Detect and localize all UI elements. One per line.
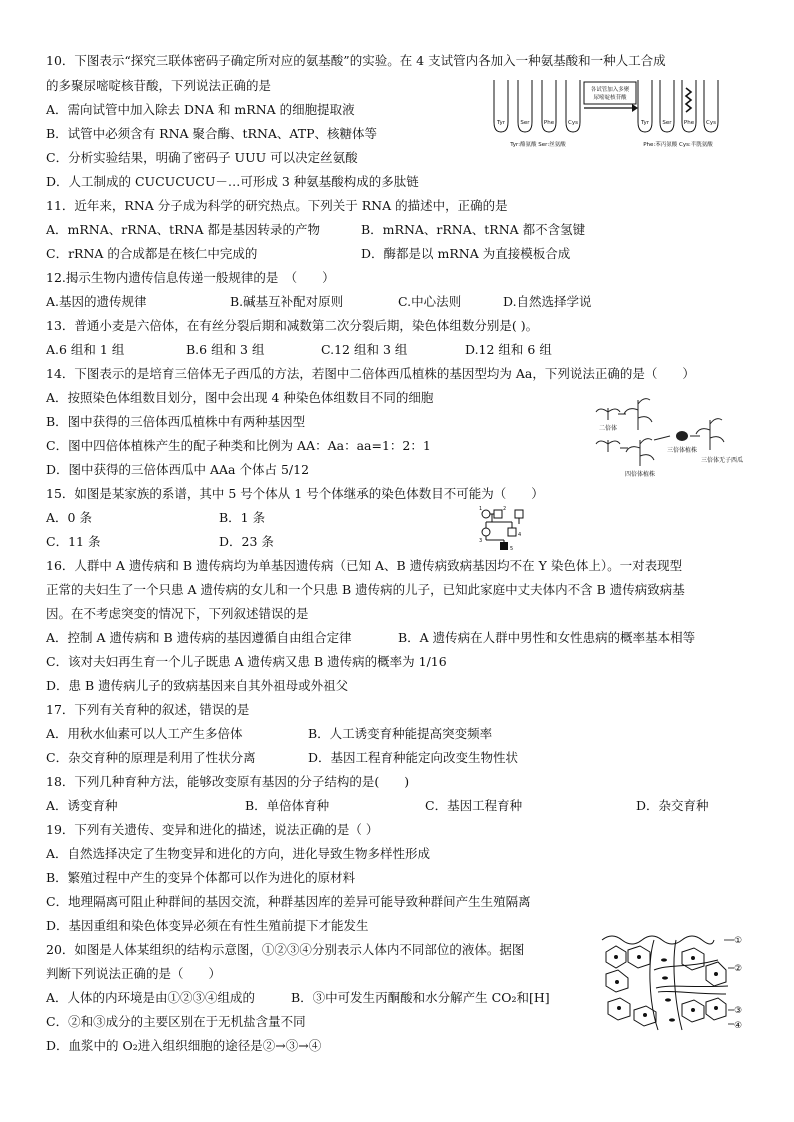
q12-option-c: C.中心法则	[398, 294, 462, 309]
q15-option-c: C．11 条	[46, 534, 101, 549]
q18-option-c: C．基因工程育种	[425, 798, 523, 813]
q10-option-a: A．需向试管中加入除去 DNA 和 mRNA 的细胞提取液	[46, 102, 355, 117]
q17-option-b: B．人工诱变育种能提高突变频率	[308, 726, 493, 741]
q10-tube-label-5: Tyr	[640, 120, 650, 126]
q19-option-b: B．繁殖过程中产生的变异个体都可以作为进化的原材料	[46, 870, 356, 885]
q15-pedigree-num-4: 4	[518, 532, 522, 538]
q10-option-c: C．分析实验结果，明确了密码子 UUU 可以决定丝氨酸	[46, 150, 358, 165]
q10-stem-line1: 10．下图表示“探究三联体密码子确定所对应的氨基酸”的实验。在 4 支试管内各加入一种氨基酸和一种人工合成	[46, 53, 666, 68]
q10-tube-label-6: Ser	[662, 120, 672, 126]
q14-label-fruit: 三倍体无子西瓜	[700, 457, 744, 464]
q17-stem: 17．下列有关育种的叙述，错误的是	[46, 702, 250, 717]
q15-pedigree-num-5: 5	[510, 546, 514, 552]
q13-option-c: C.12 组和 3 组	[321, 342, 408, 357]
q10-arrow-label-2: 尿嘧啶核苷酸	[593, 95, 627, 101]
q13-stem: 13．普通小麦是六倍体，在有丝分裂后期和减数第二次分裂后期，染色体组数分别是( )。	[46, 318, 539, 333]
q10-tube-label-1: Tyr	[496, 120, 506, 126]
q10-tube-label-4: Cys	[568, 120, 578, 126]
q19-option-a: A．自然选择决定了生物变异和进化的方向，进化导致生物多样性形成	[46, 846, 431, 861]
q19-stem: 19．下列有关遗传、变异和进化的描述，说法正确的是（ ）	[46, 822, 379, 837]
q15-option-b: B．1 条	[219, 510, 266, 525]
q14-option-c: C．图中四倍体植株产生的配子种类和比例为 AA：Aa：aa=1：2：1	[46, 438, 431, 453]
q12-option-d: D.自然选择学说	[503, 294, 592, 309]
q11-stem: 11．近年来，RNA 分子成为科学的研究热点。下列关于 RNA 的描述中，正确的是	[46, 198, 508, 213]
q10-tube-label-8: Cys	[706, 120, 716, 126]
q12-stem: 12.揭示生物内遗传信息传递一般规律的是 （ ）	[46, 270, 335, 285]
q13-option-b: B.6 组和 3 组	[186, 342, 265, 357]
q14-label-diploid: 二倍体	[598, 425, 618, 432]
q11-option-c: C．rRNA 的合成都是在核仁中完成的	[46, 246, 258, 261]
q11-option-b: B．mRNA、rRNA、tRNA 都不含氢键	[361, 222, 586, 237]
q17-option-a: A．用秋水仙素可以人工产生多倍体	[46, 726, 243, 741]
q10-tube-label-3: Phe	[543, 120, 555, 126]
q18-option-a: A．诱变育种	[46, 798, 118, 813]
q20-tissue-figure	[598, 930, 746, 1036]
q13-option-d: D.12 组和 6 组	[465, 342, 552, 357]
q16-stem-line1: 16．人群中 A 遗传病和 B 遗传病均为单基因遗传病（已知 A、B 遗传病致病基因均不在 Y 染色体上）。一对表现型	[46, 558, 683, 573]
q10-tube-label-7: Phe	[683, 120, 695, 126]
q15-pedigree-num-2: 2	[503, 506, 507, 512]
q16-option-d: D．患 B 遗传病儿子的致病基因来自其外祖母或外祖父	[46, 678, 349, 693]
q16-option-a: A．控制 A 遗传病和 B 遗传病的基因遵循自由组合定律	[46, 630, 352, 645]
q10-option-b: B．试管中必须含有 RNA 聚合酶、tRNA、ATP、核糖体等	[46, 126, 378, 141]
q15-stem: 15．如图是某家族的系谱，其中 5 号个体从 1 号个体继承的染色体数目不可能为（ ）	[46, 486, 544, 501]
q20-marker-1: ①	[734, 936, 743, 946]
q14-label-tetraploid: 四倍体植株	[624, 471, 656, 478]
q10-legend-right: Phe:苯丙氨酸 Cys:半胱氨酸	[643, 142, 713, 148]
q12-option-b: B.碱基互补配对原则	[230, 294, 344, 309]
q13-option-a: A.6 组和 1 组	[46, 342, 125, 357]
q20-stem-line2: 判断下列说法正确的是（ ）	[46, 966, 222, 981]
q20-marker-3: ③	[734, 1006, 743, 1016]
q18-option-d: D．杂交育种	[636, 798, 709, 813]
q17-option-c: C．杂交育种的原理是利用了性状分离	[46, 750, 256, 765]
q10-legend-left: Tyr:酪氨酸 Ser:丝氨酸	[510, 142, 566, 148]
q15-pedigree-num-3: 3	[479, 538, 483, 544]
q15-option-a: A．0 条	[46, 510, 92, 525]
q17-option-d: D．基因工程育种能定向改变生物性状	[308, 750, 519, 765]
q10-test-tube-figure	[488, 74, 733, 154]
q10-tube-label-2: Ser	[520, 120, 530, 126]
q14-option-d: D．图中获得的三倍体西瓜中 AAa 个体占 5/12	[46, 462, 310, 477]
q20-marker-4: ④	[734, 1021, 743, 1031]
q14-option-a: A．按照染色体组数目划分，图中会出现 4 种染色体组数目不同的细胞	[46, 390, 434, 405]
q15-pedigree-figure	[478, 506, 528, 552]
q10-arrow-label-1: 各试管加入多聚	[590, 87, 630, 93]
q15-option-d: D．23 条	[219, 534, 274, 549]
q14-label-triploid: 三倍体植株	[666, 447, 698, 454]
q19-option-d: D．基因重组和染色体变异必须在有性生殖前提下才能发生	[46, 918, 369, 933]
q11-option-d: D．酶都是以 mRNA 为直接模板合成	[361, 246, 571, 261]
q20-option-a: A．人体的内环境是由①②③④组成的	[46, 990, 256, 1005]
q20-marker-2: ②	[734, 964, 743, 974]
q12-option-a: A.基因的遗传规律	[46, 294, 147, 309]
q14-option-b: B．图中获得的三倍体西瓜植株中有两种基因型	[46, 414, 306, 429]
q20-stem-line1: 20．如图是人体某组织的结构示意图，①②③④分别表示人体内不同部位的液体。据图	[46, 942, 525, 957]
q16-stem-line3: 因。在不考虑突变的情况下，下列叙述错误的是	[46, 606, 309, 621]
q11-option-a: A．mRNA、rRNA、tRNA 都是基因转录的产物	[46, 222, 320, 237]
q16-option-c: C．该对夫妇再生育一个儿子既患 A 遗传病又患 B 遗传病的概率为 1/16	[46, 654, 447, 669]
q14-stem: 14．下图表示的是培育三倍体无子西瓜的方法，若图中二倍体西瓜植株的基因型均为 Aa，下列说法正确的是（ ）	[46, 366, 695, 381]
q16-option-b: B．A 遗传病在人群中男性和女性患病的概率基本相等	[398, 630, 696, 645]
q14-watermelon-figure	[590, 390, 750, 480]
q19-option-c: C．地理隔离可阻止种群间的基因交流，种群基因库的差异可能导致种群间产生生殖隔离	[46, 894, 531, 909]
q20-option-d: D．血浆中的 O₂进入组织细胞的途径是②→③→④	[46, 1038, 322, 1053]
q15-pedigree-num-1: 1	[479, 506, 483, 512]
q16-stem-line2: 正常的夫妇生了一个只患 A 遗传病的女儿和一个只患 B 遗传病的儿子，已知此家庭中丈夫体内不含 B 遗传病致病基	[46, 582, 685, 597]
q20-option-c: C．②和③成分的主要区别在于无机盐含量不同	[46, 1014, 306, 1029]
q18-option-b: B．单倍体育种	[245, 798, 330, 813]
q10-stem-line2: 的多聚尿嘧啶核苷酸，下列说法正确的是	[46, 78, 272, 93]
q18-stem: 18．下列几种育种方法，能够改变原有基因的分子结构的是( )	[46, 774, 410, 789]
q10-option-d: D．人工制成的 CUCUCUCU－…可形成 3 种氨基酸构成的多肽链	[46, 174, 419, 189]
q20-option-b: B．③中可发生丙酮酸和水分解产生 CO₂和[H]	[291, 990, 550, 1005]
